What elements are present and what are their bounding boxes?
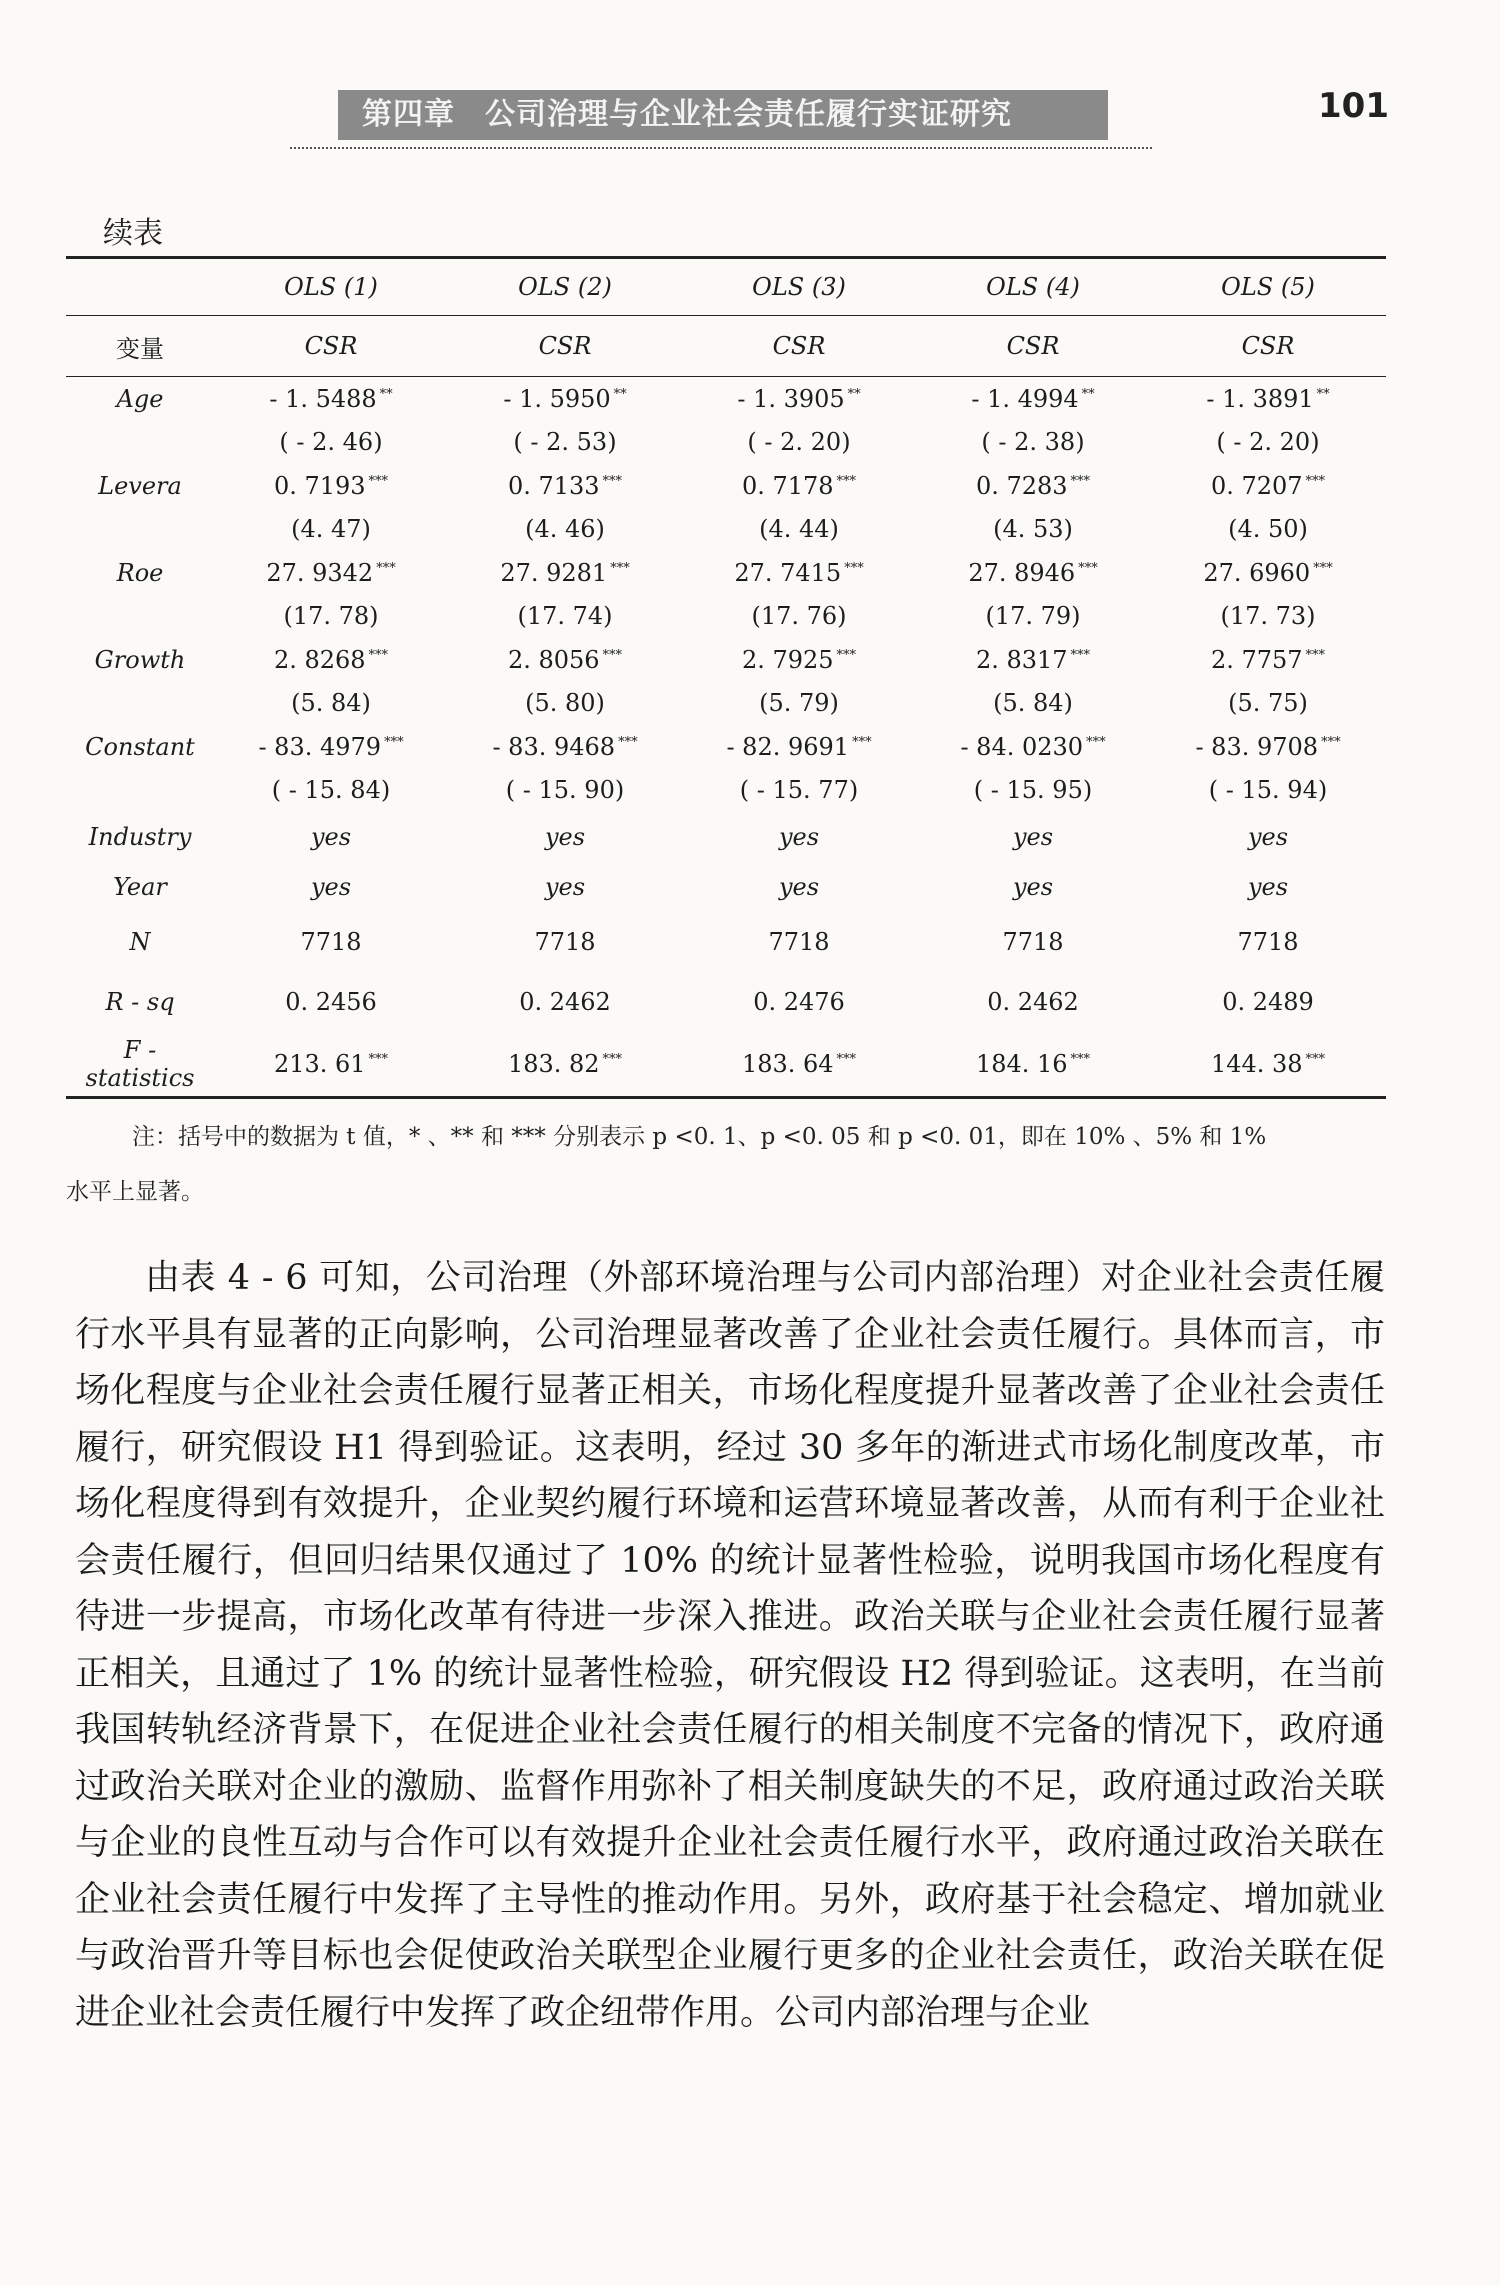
stat-cell: 183. 82 *** — [448, 1032, 682, 1098]
tstat-row-growth — [66, 681, 1386, 725]
model-header: OLS (1) — [214, 258, 448, 316]
coef-row-roe — [66, 551, 1386, 594]
year-row — [66, 862, 1386, 912]
tstat-cell: ( - 2. 20) — [747, 428, 851, 456]
tstat-cell: ( - 2. 38) — [981, 428, 1085, 456]
significance-stars: *** — [1305, 473, 1326, 489]
stat-cell: 0. 2462 — [987, 988, 1079, 1016]
control-cell: yes — [1247, 873, 1289, 901]
coef-row-growth — [66, 638, 1386, 681]
significance-stars: *** — [836, 1052, 857, 1067]
control-cell: yes — [310, 823, 352, 851]
significance-stars: *** — [836, 473, 857, 489]
body-paragraph: 由表 4 - 6 可知，公司治理（外部环境治理与公司内部治理）对企业社会责任履行水平具有显著的正向影响，公司治理显著改善了企业社会责任履行。具体而言，市场化程度与企业社会责任履行显著正相关，市场化程度提升显著改善了企业社会责任履行，研究假设 H1 得到验证。这表明，经过 30 多年的渐进式市场化制度改革，市场化程度得到有效提升，企业契约履行环境和运营环境显著改善，从而有利于企业社会责任履行，但回归结果仅通过了 10% 的统计显著性检验，说明我国市场化程度有待进一步提高，市场化改革有待进一步深入推进。政治关联与企业社会责任履行显著正相关，且通过了 1% 的统计显著性检验，研究假设 H2 得到验证。这表明，在当前我国转轨经济背景下，在促进企业社会责任履行的相关制度不完备的情况下，政府通过政治关联对企业的激励、监督作用弥补了相关制度缺失的不足，政府通过政治关联与企业的良性互动与合作可以有效提升企业社会责任履行水平，政府通过政治关联在企业社会责任履行中发挥了主导性的推动作用。另外，政府基于社会稳定、增加就业与政治晋升等目标也会促使政治关联型企业履行更多的企业社会责任，政治关联在促进企业社会责任履行中发挥了政企纽带作用。公司内部治理与企业 — [75, 1258, 1385, 2033]
significance-stars: ** — [379, 386, 393, 402]
control-cell: yes — [1012, 823, 1054, 851]
tstat-cell: (17. 73) — [1220, 602, 1316, 630]
significance-stars: *** — [610, 560, 630, 576]
dep-var-header: CSR — [682, 316, 916, 377]
variable-header: 变量 — [66, 316, 214, 377]
significance-stars: *** — [1321, 734, 1341, 750]
coef-cell: - 1. 3891 ** — [1206, 384, 1330, 413]
tstat-row-age — [66, 420, 1386, 464]
coef-row-levera — [66, 464, 1386, 507]
significance-stars: *** — [1070, 647, 1091, 663]
stat-cell: 7718 — [1002, 928, 1064, 956]
dep-var-header: CSR — [1150, 316, 1386, 377]
tstat-cell: ( - 15. 90) — [505, 776, 625, 804]
variable-name: N — [129, 928, 151, 956]
significance-stars: ** — [1316, 386, 1330, 402]
significance-stars: *** — [602, 647, 623, 663]
control-cell: yes — [310, 873, 352, 901]
fstat-row — [66, 1032, 1386, 1098]
coef-cell: 2. 8317 *** — [975, 645, 1091, 674]
significance-stars: *** — [852, 734, 872, 750]
tstat-cell: ( - 15. 94) — [1208, 776, 1328, 804]
chapter-number: 第四章 — [362, 97, 455, 132]
stat-cell: 0. 2456 — [285, 988, 377, 1016]
coef-cell: 27. 8946 *** — [968, 558, 1098, 587]
coef-cell: 0. 7133 *** — [507, 471, 623, 500]
coef-cell: 0. 7207 *** — [1210, 471, 1326, 500]
coef-cell: - 1. 3905 ** — [737, 384, 861, 413]
stat-cell: 184. 16 *** — [916, 1032, 1150, 1098]
body-text — [75, 1250, 1385, 2041]
tstat-cell: (17. 76) — [751, 602, 847, 630]
coef-cell: - 1. 5488 ** — [269, 384, 393, 413]
tstat-cell: (17. 79) — [985, 602, 1081, 630]
dep-var-header: CSR — [214, 316, 448, 377]
tstat-row-constant — [66, 768, 1386, 812]
significance-stars: *** — [1070, 1052, 1091, 1067]
control-cell: yes — [544, 823, 586, 851]
tstat-cell: (4. 44) — [759, 515, 839, 543]
industry-row — [66, 812, 1386, 862]
stat-cell: 7718 — [300, 928, 362, 956]
significance-stars: *** — [368, 647, 389, 663]
stat-cell: 0. 2489 — [1222, 988, 1314, 1016]
table-continued-label: 续表 — [103, 216, 163, 251]
stat-cell: 7718 — [1237, 928, 1299, 956]
coef-cell: - 83. 9708 *** — [1195, 732, 1341, 761]
variable-name: Year — [113, 873, 167, 901]
significance-stars: ** — [613, 386, 627, 402]
tstat-cell: ( - 2. 53) — [513, 428, 617, 456]
coef-cell: 2. 8268 *** — [273, 645, 389, 674]
variable-name: Roe — [116, 558, 164, 587]
note-line-1: 注：括号中的数据为 t 值，* 、** 和 *** 分别表示 p <0. 1、p <0. 05 和 p <0. 01，即在 10% 、5% 和 1% — [132, 1124, 1267, 1150]
coef-cell: 27. 7415 *** — [734, 558, 864, 587]
coef-cell: - 84. 0230 *** — [960, 732, 1106, 761]
tstat-cell: ( - 15. 77) — [739, 776, 859, 804]
coef-row-age — [66, 377, 1386, 421]
significance-stars: *** — [836, 647, 857, 663]
rsq-row — [66, 972, 1386, 1032]
significance-stars: *** — [1078, 560, 1098, 576]
significance-stars: *** — [618, 734, 638, 750]
dep-var-header: CSR — [916, 316, 1150, 377]
coef-cell: 0. 7283 *** — [975, 471, 1091, 500]
significance-stars: *** — [844, 560, 864, 576]
coef-cell: 0. 7193 *** — [273, 471, 389, 500]
stat-cell: 183. 64 *** — [682, 1032, 916, 1098]
n-row — [66, 912, 1386, 972]
tstat-cell: (17. 74) — [517, 602, 613, 630]
stat-cell: 0. 2476 — [753, 988, 845, 1016]
significance-stars: *** — [376, 560, 396, 576]
dep-var-header-row — [66, 316, 1386, 377]
coef-cell: - 1. 5950 ** — [503, 384, 627, 413]
tstat-row-levera — [66, 507, 1386, 551]
model-header: OLS (4) — [916, 258, 1150, 316]
significance-stars: ** — [847, 386, 861, 402]
variable-name: Age — [116, 384, 164, 413]
variable-name: Industry — [88, 823, 192, 851]
model-header: OLS (3) — [682, 258, 916, 316]
chapter-banner — [338, 90, 1108, 140]
coef-cell: - 1. 4994 ** — [971, 384, 1095, 413]
empty-header-cell — [66, 258, 214, 316]
control-cell: yes — [778, 873, 820, 901]
tstat-cell: (4. 50) — [1228, 515, 1308, 543]
coef-cell: 27. 9342 *** — [266, 558, 396, 587]
significance-stars: *** — [602, 473, 623, 489]
significance-stars: *** — [368, 473, 389, 489]
tstat-cell: (17. 78) — [283, 602, 379, 630]
variable-name: Growth — [94, 645, 186, 674]
coef-row-constant — [66, 725, 1386, 768]
stat-cell: 7718 — [768, 928, 830, 956]
coef-cell: 27. 6960 *** — [1203, 558, 1333, 587]
control-cell: yes — [1012, 873, 1054, 901]
control-cell: yes — [778, 823, 820, 851]
coef-cell: 0. 7178 *** — [741, 471, 857, 500]
tstat-cell: (5. 75) — [1228, 689, 1308, 717]
variable-name: Levera — [98, 471, 182, 500]
stat-cell: 213. 61 *** — [214, 1032, 448, 1098]
coef-cell: - 82. 9691 *** — [726, 732, 872, 761]
tstat-cell: (5. 79) — [759, 689, 839, 717]
tstat-cell: (5. 84) — [291, 689, 371, 717]
chapter-title: 公司治理与企业社会责任履行实证研究 — [485, 97, 1012, 132]
tstat-cell: (4. 46) — [525, 515, 605, 543]
significance-stars: *** — [602, 1052, 623, 1067]
significance-stars: *** — [1086, 734, 1106, 750]
model-header: OLS (2) — [448, 258, 682, 316]
tstat-cell: ( - 15. 95) — [973, 776, 1093, 804]
page-number: 101 — [1318, 86, 1389, 126]
significance-stars: *** — [1305, 647, 1326, 663]
control-cell: yes — [1247, 823, 1289, 851]
variable-name: R - sq — [105, 988, 175, 1016]
significance-stars: *** — [1305, 1052, 1326, 1067]
tstat-cell: ( - 2. 46) — [279, 428, 383, 456]
running-header — [290, 90, 1152, 150]
model-header-row — [66, 258, 1386, 316]
tstat-cell: (5. 84) — [993, 689, 1073, 717]
coef-cell: - 83. 4979 *** — [258, 732, 404, 761]
tstat-cell: (4. 47) — [291, 515, 371, 543]
tstat-cell: (5. 80) — [525, 689, 605, 717]
regression-table — [66, 256, 1386, 1099]
tstat-cell: ( - 15. 84) — [271, 776, 391, 804]
stat-cell: 7718 — [534, 928, 596, 956]
coef-cell: 2. 7925 *** — [741, 645, 857, 674]
note-line-2: 水平上显著。 — [66, 1179, 204, 1205]
dep-var-header: CSR — [448, 316, 682, 377]
coef-cell: 2. 8056 *** — [507, 645, 623, 674]
table-note — [66, 1110, 1396, 1220]
significance-stars: *** — [384, 734, 404, 750]
stat-cell: 144. 38 *** — [1150, 1032, 1386, 1098]
coef-cell: 2. 7757 *** — [1210, 645, 1326, 674]
coef-cell: - 83. 9468 *** — [492, 732, 638, 761]
header-dotted-rule — [290, 147, 1152, 149]
model-header: OLS (5) — [1150, 258, 1386, 316]
significance-stars: *** — [1313, 560, 1333, 576]
tstat-row-roe — [66, 594, 1386, 638]
significance-stars: *** — [1070, 473, 1091, 489]
variable-name: F - statistics — [66, 1032, 214, 1098]
tstat-cell: ( - 2. 20) — [1216, 428, 1320, 456]
tstat-cell: (4. 53) — [993, 515, 1073, 543]
coef-cell: 27. 9281 *** — [500, 558, 630, 587]
variable-name: Constant — [85, 732, 195, 761]
significance-stars: *** — [368, 1052, 389, 1067]
significance-stars: ** — [1081, 386, 1095, 402]
control-cell: yes — [544, 873, 586, 901]
stat-cell: 0. 2462 — [519, 988, 611, 1016]
